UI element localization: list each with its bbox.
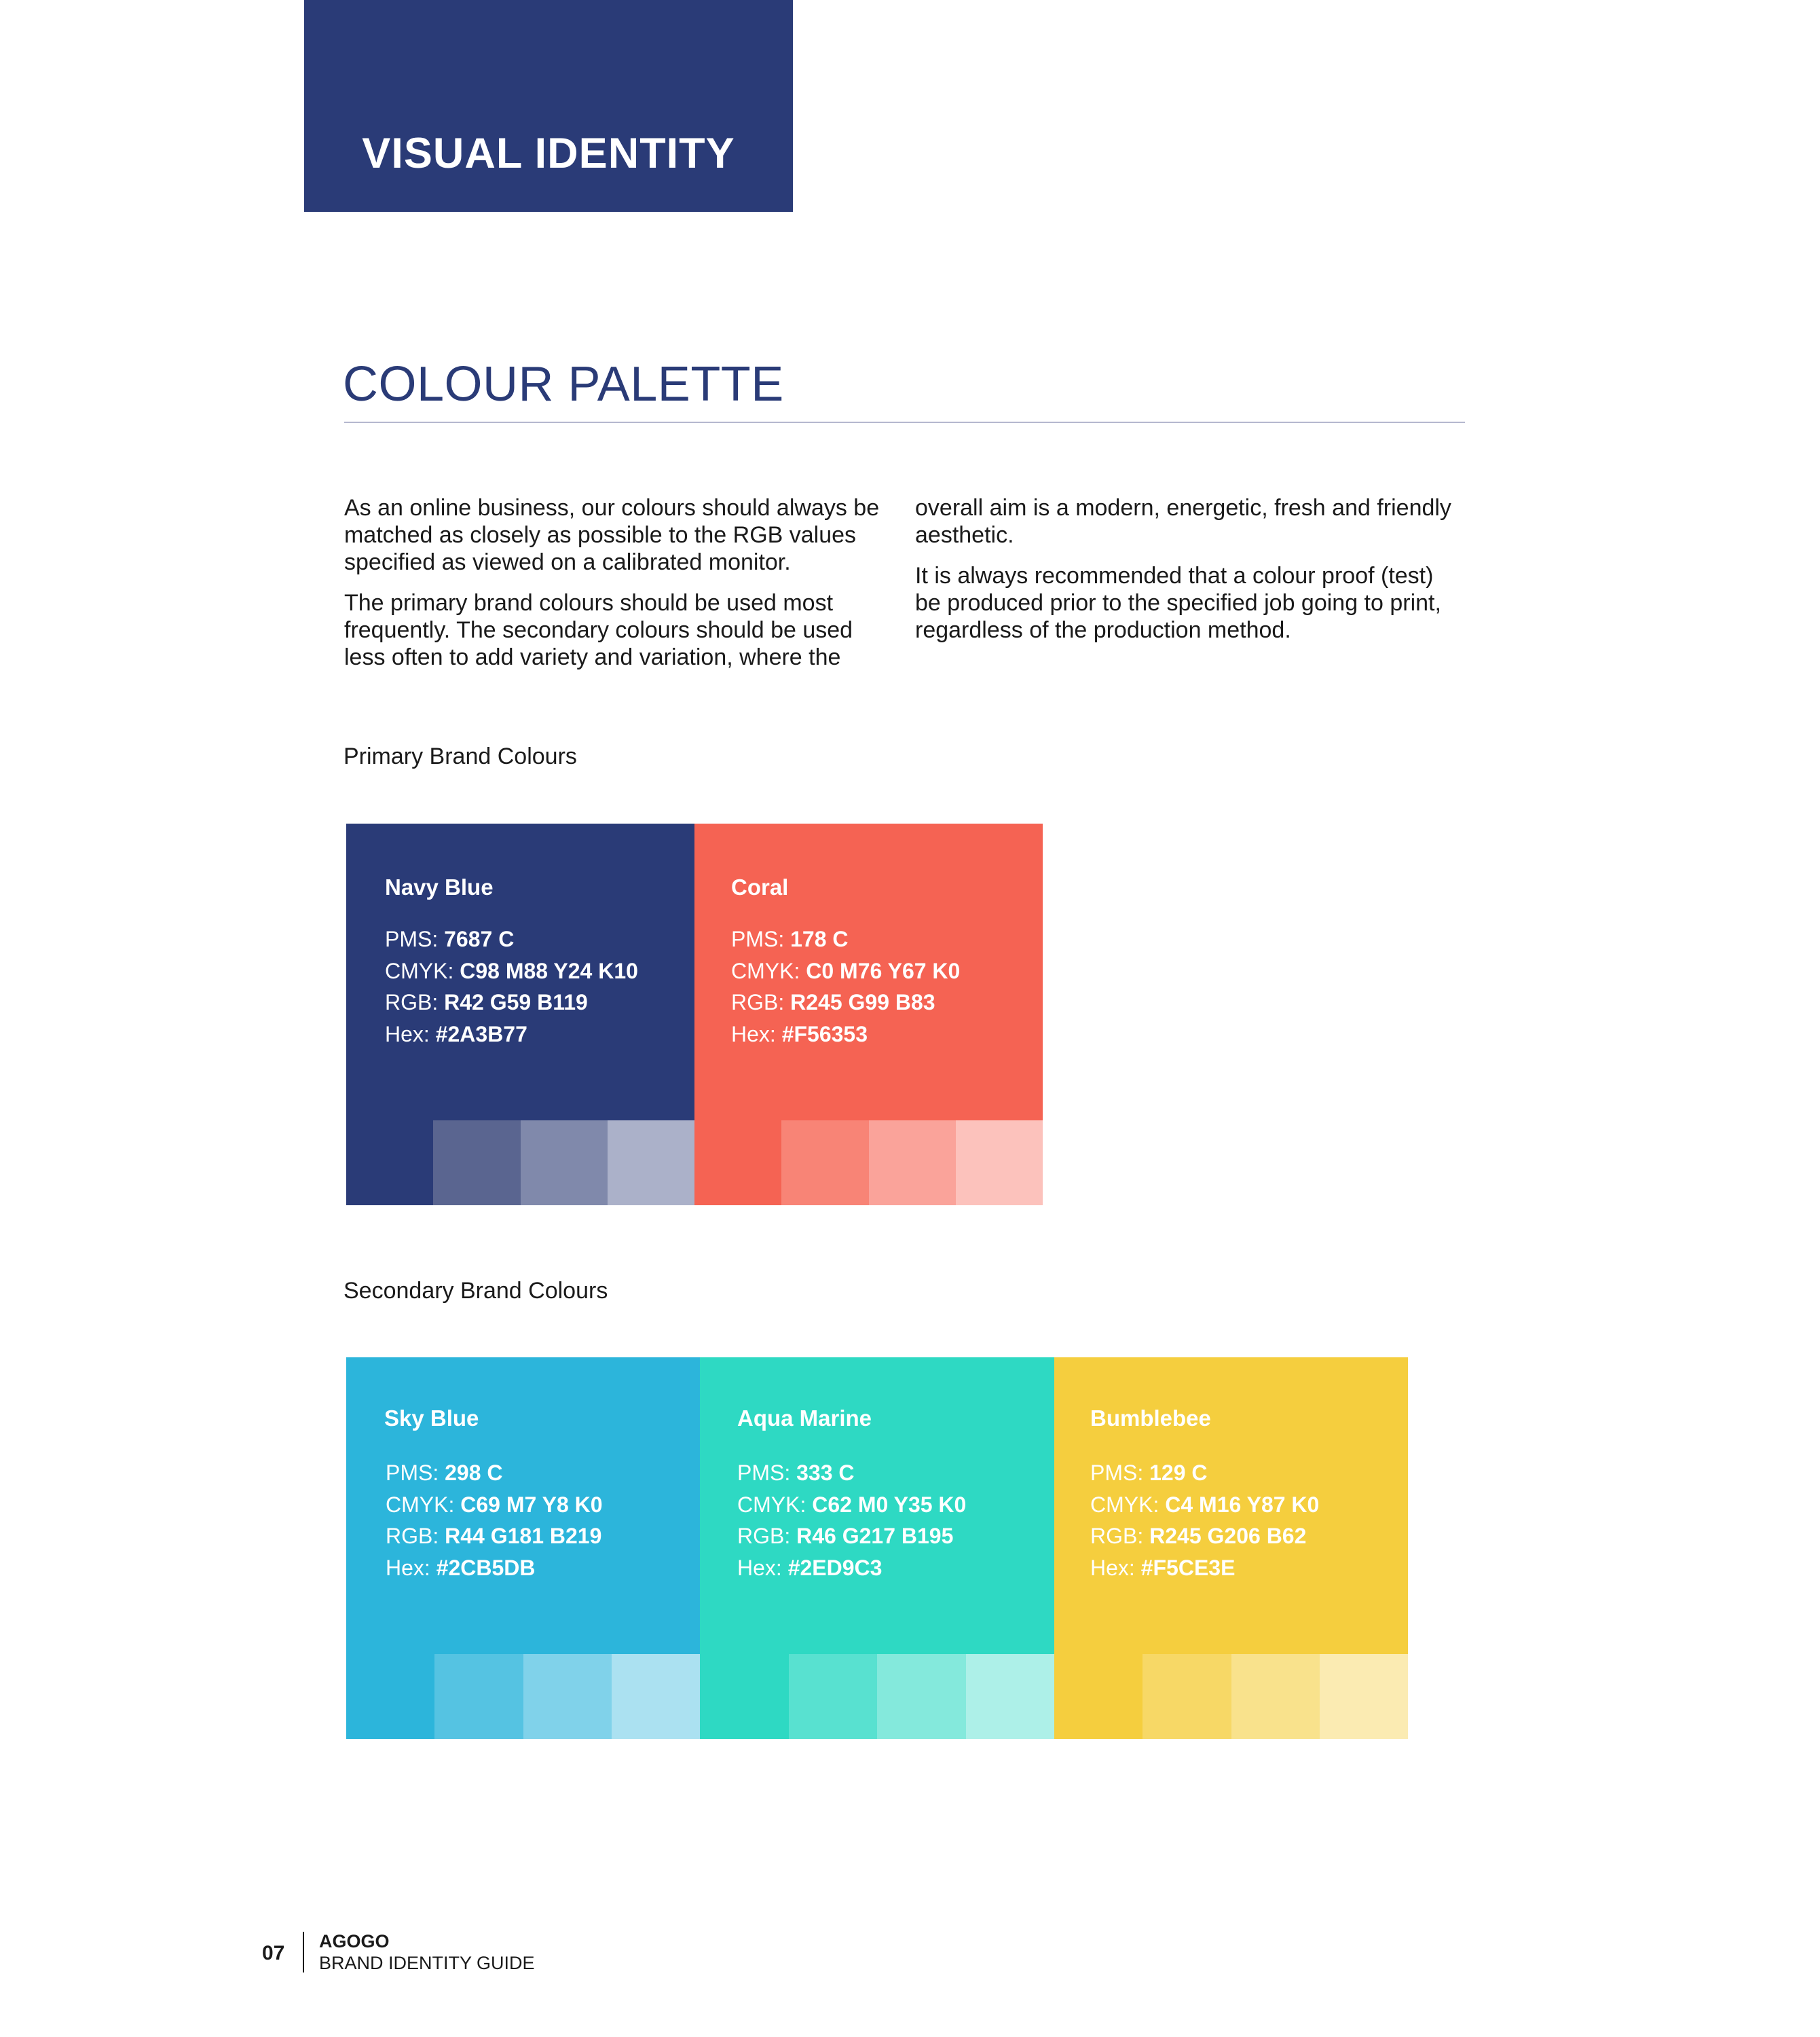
title-divider [344, 422, 1465, 423]
tint-swatch [608, 1120, 694, 1205]
spec-pms: PMS: 7687 C [385, 927, 515, 951]
tint-swatch [966, 1654, 1055, 1739]
swatch-specs [385, 923, 638, 1050]
intro-paragraph: As an online business, our colours should always be matched as closely as possible to the RGB values specified as viewed on a calibrated monitor. [344, 495, 880, 575]
header-title: VISUAL IDENTITY [362, 130, 735, 177]
spec-rgb: RGB: R245 G99 B83 [731, 990, 935, 1014]
footer-subtitle: BRAND IDENTITY GUIDE [319, 1953, 535, 1973]
tint-swatch [869, 1120, 956, 1205]
swatch-specs [1090, 1457, 1319, 1583]
intro-right-column [915, 494, 1465, 657]
spec-cmyk: CMYK: C0 M76 Y67 K0 [731, 958, 961, 983]
tint-swatch [433, 1120, 520, 1205]
tint-swatch [1054, 1654, 1143, 1739]
tint-strip-sky-blue [346, 1654, 700, 1739]
swatch-navy-blue [346, 824, 694, 1120]
spec-cmyk: CMYK: C4 M16 Y87 K0 [1090, 1492, 1320, 1517]
intro-left-column [344, 494, 894, 684]
spec-cmyk: CMYK: C69 M7 Y8 K0 [386, 1492, 603, 1517]
tint-swatch [346, 1120, 433, 1205]
secondary-colours-label: Secondary Brand Colours [343, 1278, 608, 1304]
intro-paragraph: It is always recommended that a colour proof (test) be produced prior to the specified job going to print, regardless of the production method. [915, 563, 1441, 643]
swatch-name: Navy Blue [385, 875, 494, 900]
tint-swatch [956, 1120, 1043, 1205]
footer-brand: AGOGO [319, 1931, 390, 1951]
spec-cmyk: CMYK: C62 M0 Y35 K0 [737, 1492, 967, 1517]
tint-swatch [781, 1120, 868, 1205]
tint-strip-bumblebee [1054, 1654, 1408, 1739]
tint-strip-aqua-marine [700, 1654, 1054, 1739]
footer-divider [303, 1932, 304, 1972]
tint-swatch [877, 1654, 966, 1739]
spec-hex: Hex: #F5CE3E [1090, 1555, 1236, 1580]
intro-paragraph: The primary brand colours should be used most frequently. The secondary colours should be used less often to add variety and variation, where the [344, 590, 853, 670]
swatch-specs [386, 1457, 603, 1583]
tint-swatch [1320, 1654, 1408, 1739]
spec-hex: Hex: #F56353 [731, 1021, 868, 1046]
swatch-aqua-marine [700, 1357, 1054, 1654]
swatch-name: Aqua Marine [737, 1406, 872, 1431]
tint-strip-coral [694, 1120, 1043, 1205]
swatch-specs [737, 1457, 966, 1583]
header-band [304, 0, 793, 212]
tint-swatch [434, 1654, 523, 1739]
spec-hex: Hex: #2ED9C3 [737, 1555, 883, 1580]
tint-swatch [1231, 1654, 1320, 1739]
tint-swatch [1143, 1654, 1231, 1739]
spec-rgb: RGB: R46 G217 B195 [737, 1524, 954, 1548]
spec-pms: PMS: 333 C [737, 1461, 855, 1485]
spec-rgb: RGB: R245 G206 B62 [1090, 1524, 1307, 1548]
spec-cmyk: CMYK: C98 M88 Y24 K10 [385, 958, 638, 983]
swatch-name: Coral [731, 875, 789, 900]
tint-strip-navy-blue [346, 1120, 694, 1205]
tint-swatch [612, 1654, 700, 1739]
spec-hex: Hex: #2CB5DB [386, 1555, 536, 1580]
spec-hex: Hex: #2A3B77 [385, 1021, 527, 1046]
tint-swatch [789, 1654, 878, 1739]
tint-swatch [346, 1654, 434, 1739]
spec-rgb: RGB: R42 G59 B119 [385, 990, 588, 1014]
spec-rgb: RGB: R44 G181 B219 [386, 1524, 602, 1548]
swatch-coral [694, 824, 1043, 1120]
intro-paragraph: overall aim is a modern, energetic, fresh and friendly aesthetic. [915, 495, 1451, 548]
spec-pms: PMS: 298 C [386, 1461, 503, 1485]
swatch-specs [731, 923, 960, 1050]
primary-colours-label: Primary Brand Colours [343, 744, 577, 769]
spec-pms: PMS: 178 C [731, 927, 849, 951]
spec-pms: PMS: 129 C [1090, 1461, 1208, 1485]
tint-swatch [694, 1120, 781, 1205]
swatch-name: Bumblebee [1090, 1406, 1211, 1431]
tint-swatch [523, 1654, 612, 1739]
swatch-name: Sky Blue [384, 1406, 479, 1431]
tint-swatch [700, 1654, 789, 1739]
swatch-sky-blue [346, 1357, 700, 1654]
swatch-bumblebee [1054, 1357, 1408, 1654]
page-number: 07 [262, 1942, 285, 1964]
page-title: COLOUR PALETTE [343, 357, 784, 411]
tint-swatch [521, 1120, 608, 1205]
